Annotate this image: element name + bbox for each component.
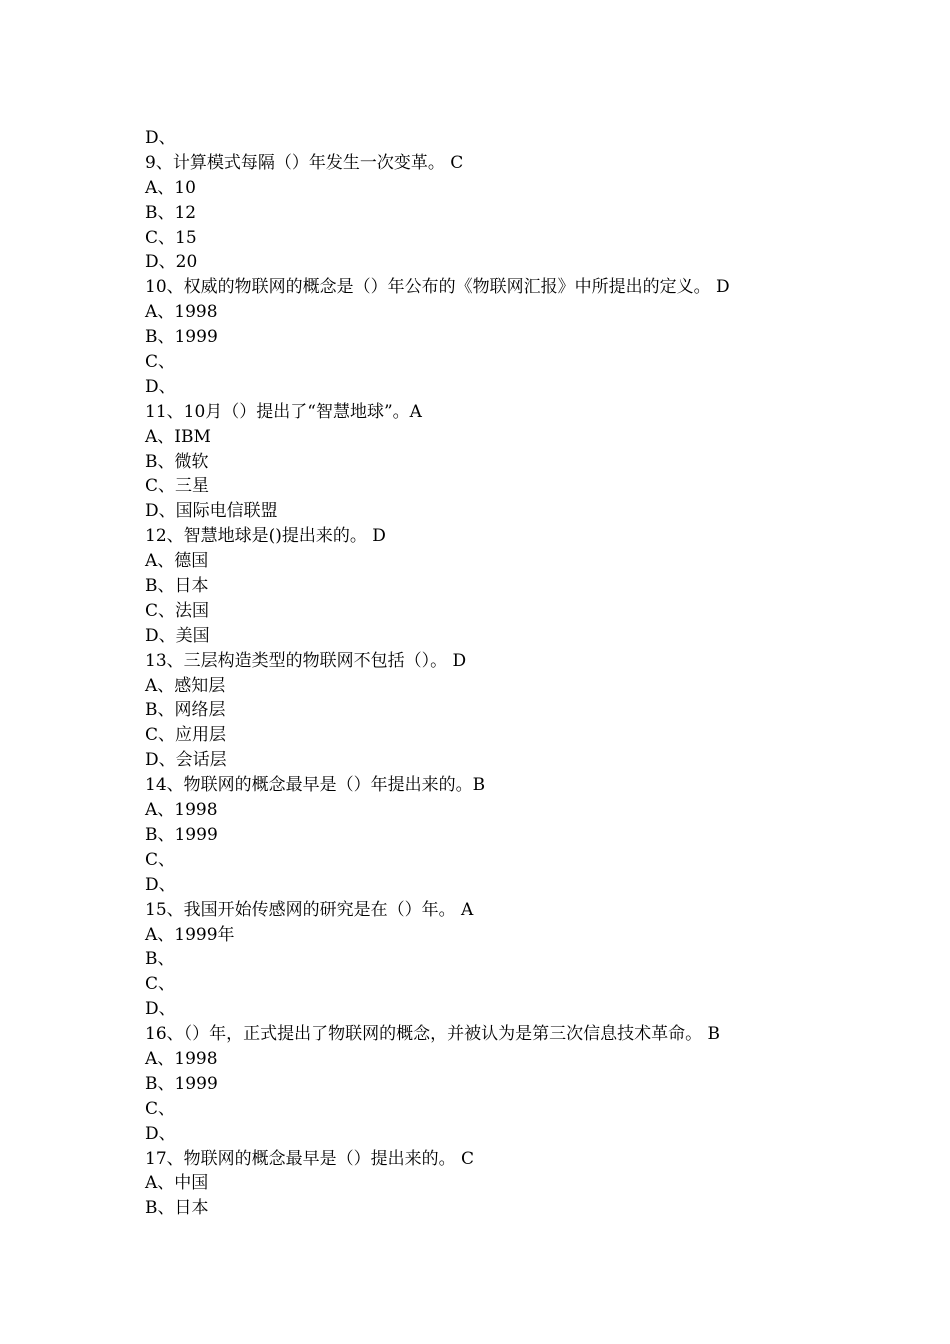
option-line: A、德国 (145, 551, 209, 572)
question-line: 12、智慧地球是()提出来的。 D (145, 526, 386, 547)
option-line: D、 (145, 999, 176, 1020)
option-line: A、10 (145, 177, 196, 198)
option-line: B、日本 (145, 1198, 209, 1219)
option-line: B、12 (145, 202, 197, 223)
question-line: 15、我国开始传感网的研究是在（）年。 A (145, 899, 474, 920)
option-line: B、1999 (145, 327, 218, 348)
option-line: B、日本 (145, 576, 209, 597)
option-line: D、国际电信联盟 (145, 501, 278, 522)
question-line: 10、权威的物联网的概念是（）年公布的《物联网汇报》中所提出的定义。 D (145, 277, 730, 298)
option-line: C、 (145, 1098, 176, 1119)
document-body (145, 126, 845, 1221)
question-line: 11、10月（）提出了“智慧地球”。A (145, 401, 422, 422)
option-line: D、美国 (145, 625, 210, 646)
option-line: B、微软 (145, 451, 209, 472)
option-line: B、1999 (145, 824, 218, 845)
question-line: 16、（）年，正式提出了物联网的概念，并被认为是第三次信息技术革命。 B (145, 1024, 721, 1045)
question-line: 17、物联网的概念最早是（）提出来的。 C (145, 1148, 475, 1169)
option-line: D、 (145, 874, 176, 895)
option-line: B、网络层 (145, 700, 226, 721)
option-line: D、20 (145, 252, 198, 273)
option-line: A、1998 (145, 1048, 218, 1069)
option-line: A、1999年 (145, 924, 235, 945)
option-line: A、IBM (145, 426, 211, 447)
option-line: C、 (145, 849, 176, 870)
option-line: D、 (145, 1123, 176, 1144)
option-line: A、1998 (145, 302, 218, 323)
option-line: C、法国 (145, 600, 210, 621)
option-line: A、感知层 (145, 675, 226, 696)
option-line: C、 (145, 352, 176, 373)
option-line: D、会话层 (145, 750, 227, 771)
option-line: B、 (145, 949, 175, 970)
question-line: 13、三层构造类型的物联网不包括（）。 D (145, 650, 467, 671)
option-line: D、 (145, 128, 176, 148)
option-line: C、 (145, 974, 176, 995)
question-line: 9、计算模式每隔（）年发生一次变革。 C (145, 152, 464, 173)
option-line: D、 (145, 376, 176, 397)
option-line: A、中国 (145, 1173, 209, 1194)
option-line: C、15 (145, 227, 197, 248)
question-line: 14、物联网的概念最早是（）年提出来的。B (145, 775, 486, 796)
option-line: C、应用层 (145, 725, 227, 746)
option-line: B、1999 (145, 1073, 218, 1094)
option-line: C、三星 (145, 476, 210, 497)
option-line: A、1998 (145, 800, 218, 821)
